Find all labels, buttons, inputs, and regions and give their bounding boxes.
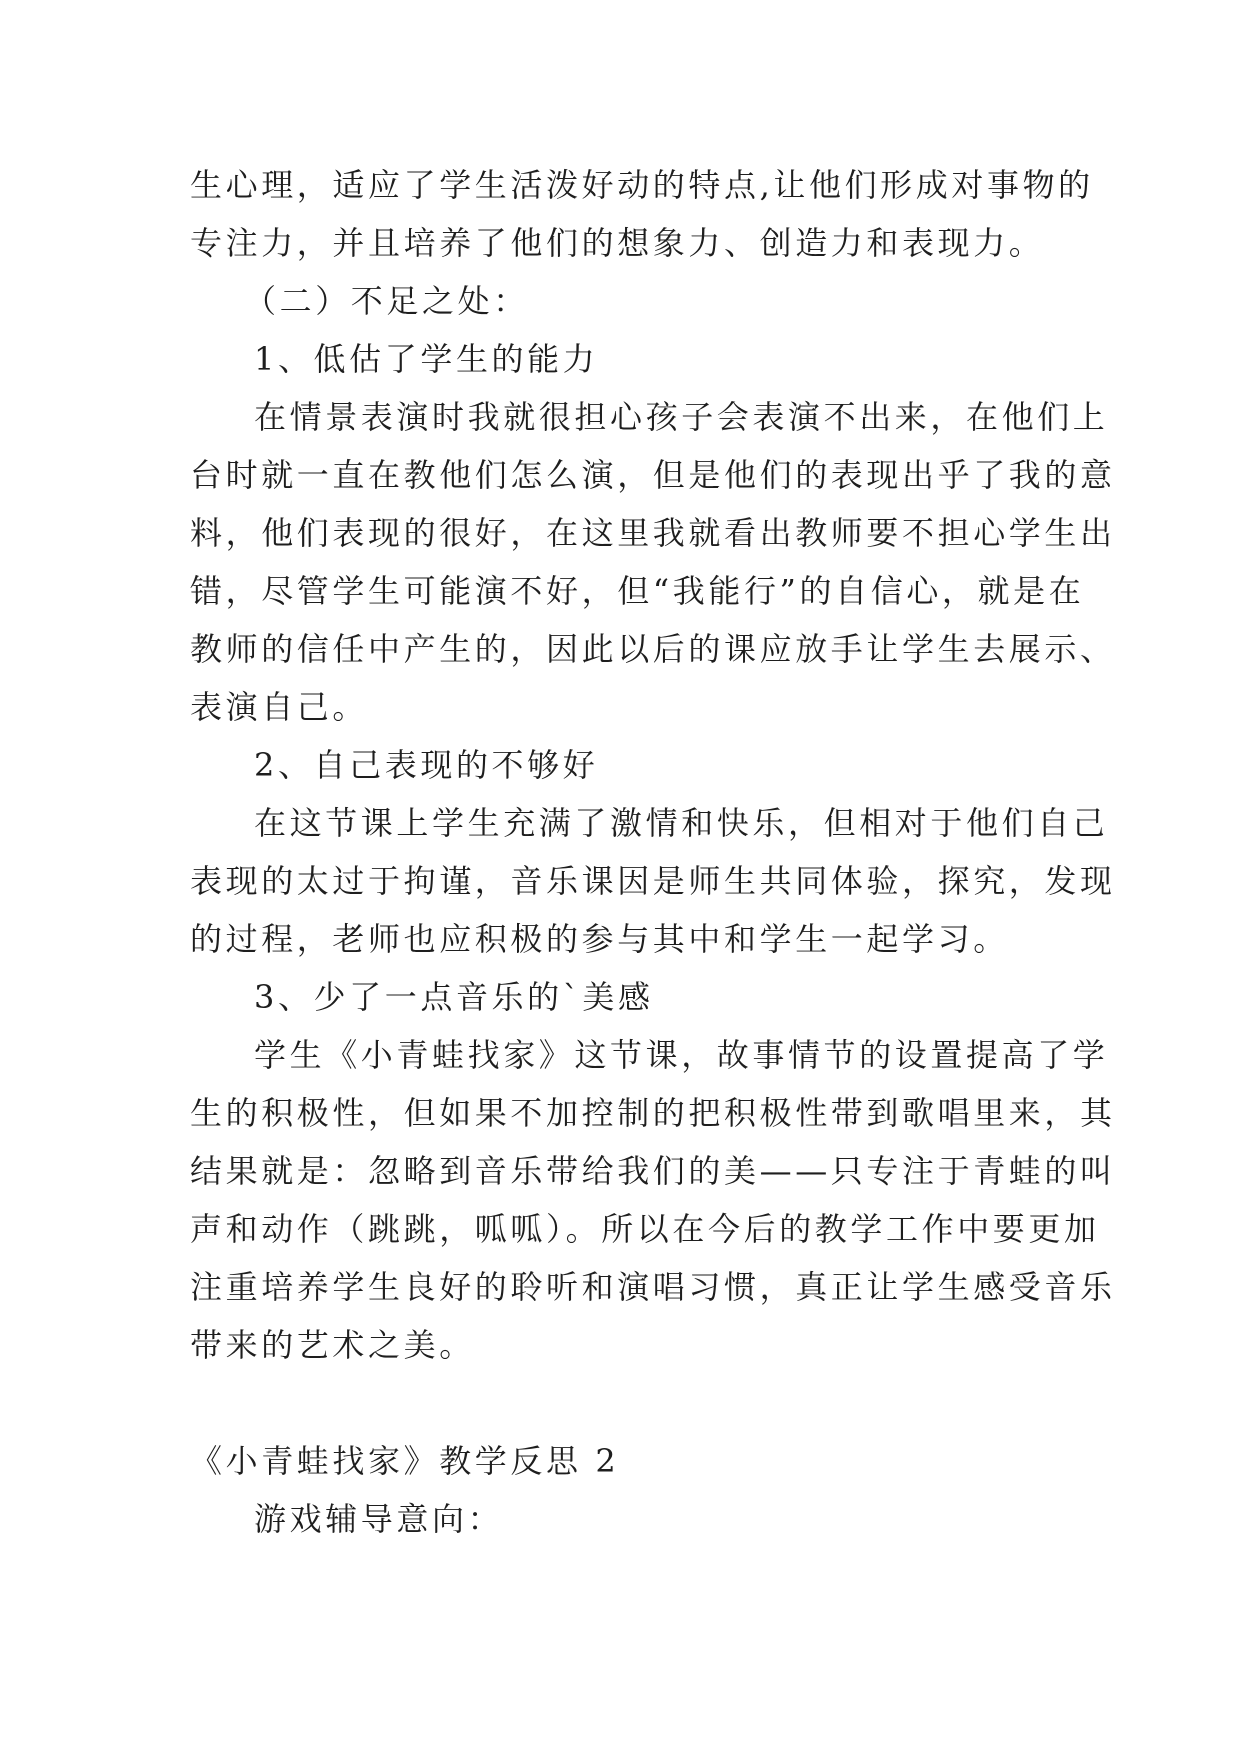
text-line: 学生《小青蛙找家》这节课，故事情节的设置提高了学 xyxy=(254,1036,1109,1074)
text-line: 在这节课上学生充满了激情和快乐，但相对于他们自己 xyxy=(254,804,1109,842)
text-line: 生的积极性，但如果不加控制的把积极性带到歌唱里来，其 xyxy=(190,1094,1116,1132)
text-line: 注重培养学生良好的聆听和演唱习惯，真正让学生感受音乐 xyxy=(190,1268,1116,1306)
text-line: 表演自己。 xyxy=(190,688,369,726)
text-line: 带来的艺术之美。 xyxy=(190,1326,475,1364)
text-line: 游戏辅导意向： xyxy=(254,1500,504,1538)
document-title: 《小青蛙找家》教学反思 2 xyxy=(190,1442,620,1480)
subsection-heading: 3、少了一点音乐的`美感 xyxy=(254,978,654,1016)
text-line: 声和动作（跳跳，呱呱）。所以在今后的教学工作中要更加 xyxy=(190,1210,1100,1248)
text-line: 专注力，并且培养了他们的想象力、创造力和表现力。 xyxy=(190,224,1045,262)
text-line: 教师的信任中产生的，因此以后的课应放手让学生去展示、 xyxy=(190,630,1116,668)
subsection-heading: 2、自己表现的不够好 xyxy=(254,746,599,784)
text-line: 错，尽管学生可能演不好，但“我能行”的自信心，就是在 xyxy=(190,572,1085,610)
text-line: 生心理，适应了学生活泼好动的特点,让他们形成对事物的 xyxy=(190,166,1094,204)
text-line: 料，他们表现的很好，在这里我就看出教师要不担心学生出 xyxy=(190,514,1116,552)
text-line: 台时就一直在教他们怎么演，但是他们的表现出乎了我的意 xyxy=(190,456,1116,494)
text-line: 表现的太过于拘谨，音乐课因是师生共同体验，探究，发现 xyxy=(190,862,1116,900)
text-line: 在情景表演时我就很担心孩子会表演不出来，在他们上 xyxy=(254,398,1109,436)
text-line: 结果就是：忽略到音乐带给我们的美——只专注于青蛙的叫 xyxy=(190,1152,1116,1190)
text-line: 的过程，老师也应积极的参与其中和学生一起学习。 xyxy=(190,920,1009,958)
section-heading: （二）不足之处： xyxy=(244,282,529,320)
subsection-heading: 1、低估了学生的能力 xyxy=(254,340,599,378)
